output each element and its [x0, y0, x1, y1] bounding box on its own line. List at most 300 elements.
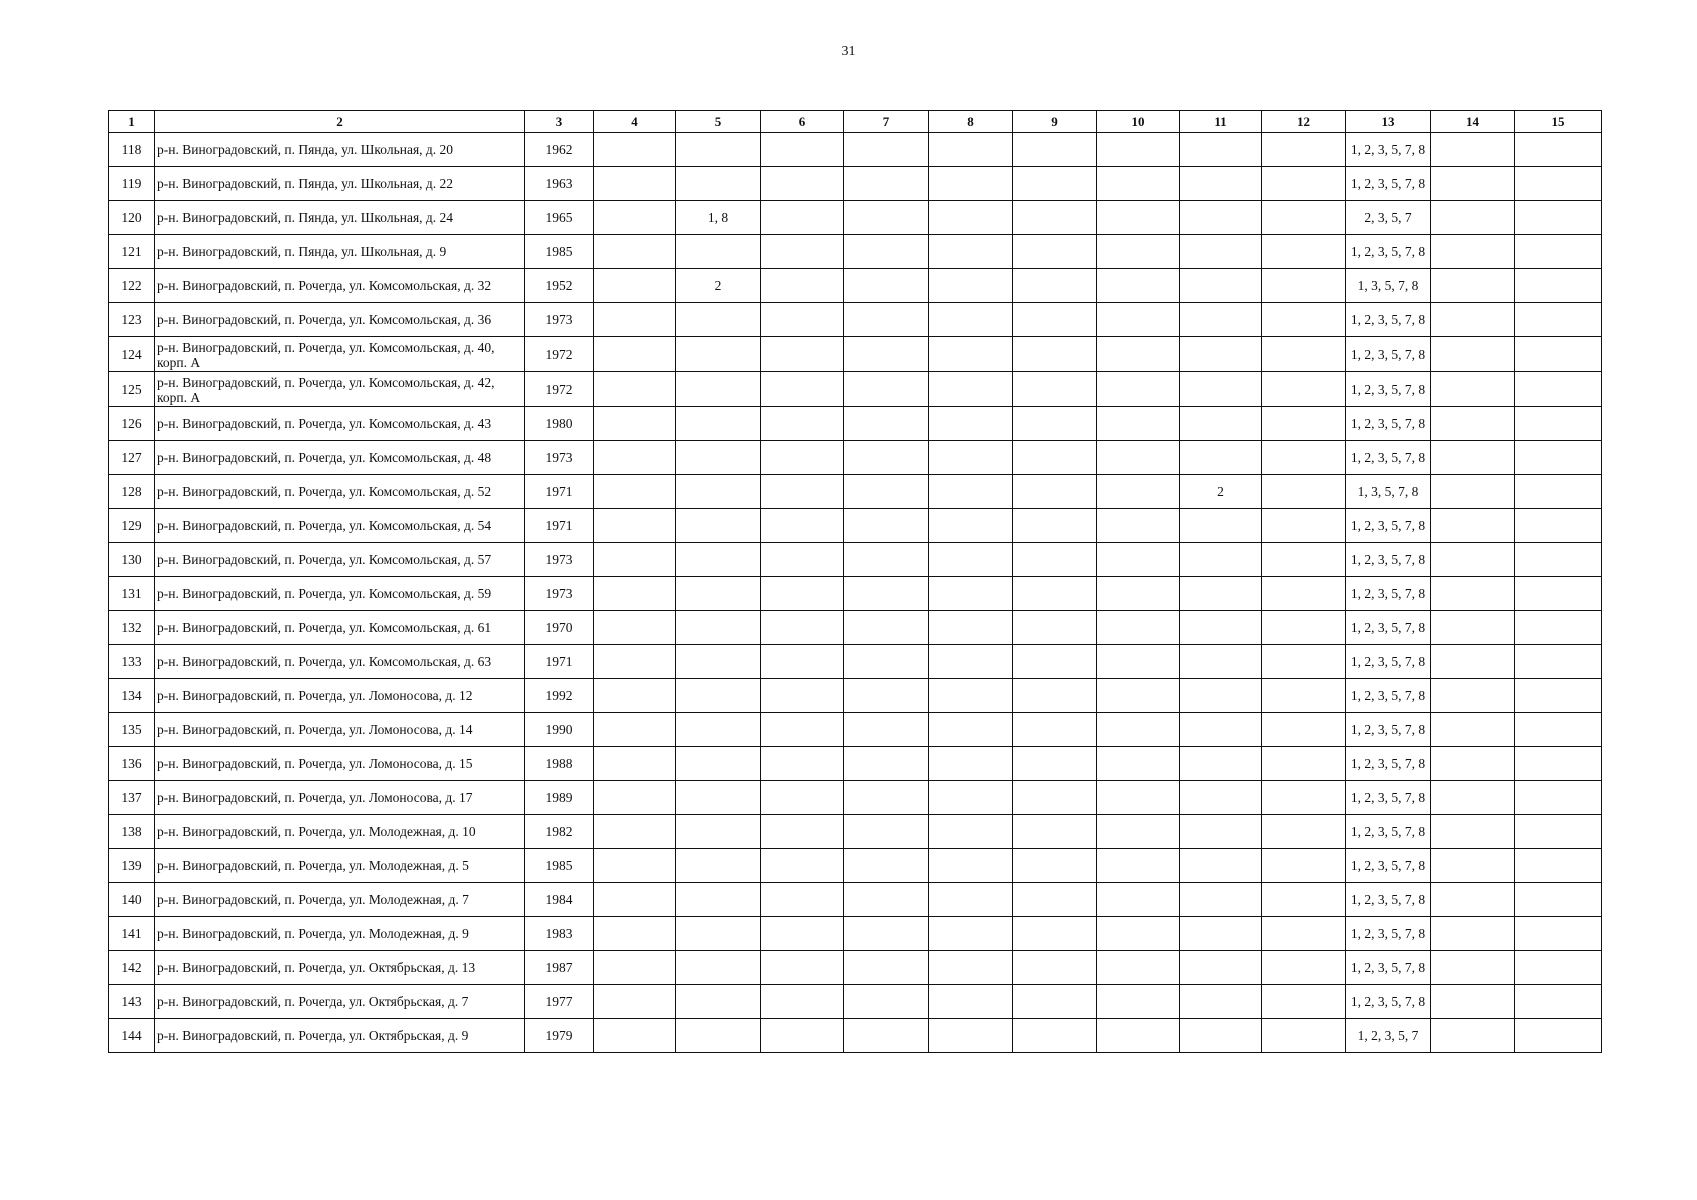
year-cell: 1979: [525, 1019, 594, 1053]
year-cell: 1963: [525, 167, 594, 201]
year-cell: 1989: [525, 781, 594, 815]
col-5-cell: [676, 372, 761, 407]
year-cell: 1965: [525, 201, 594, 235]
address-cell: р-н. Виноградовский, п. Рочегда, ул. Комсомольская, д. 59: [155, 577, 525, 611]
col-5-cell: [676, 337, 761, 372]
row-number-cell: 120: [109, 201, 155, 235]
col-10-cell: [1097, 509, 1180, 543]
col-12-cell: [1262, 337, 1346, 372]
col-5-cell: [676, 407, 761, 441]
col-11-cell: [1180, 235, 1262, 269]
column-header-6: 6: [761, 111, 844, 133]
col-8-cell: [929, 167, 1013, 201]
year-cell: 1971: [525, 475, 594, 509]
col-4-cell: [594, 611, 676, 645]
row-number-cell: 131: [109, 577, 155, 611]
col-10-cell: [1097, 201, 1180, 235]
address-cell: р-н. Виноградовский, п. Пянда, ул. Школьная, д. 22: [155, 167, 525, 201]
col-7-cell: [844, 167, 929, 201]
col-9-cell: [1013, 815, 1097, 849]
col-14-cell: [1431, 167, 1515, 201]
col-14-cell: [1431, 577, 1515, 611]
col-11-cell: [1180, 543, 1262, 577]
col-13-cell: 1, 2, 3, 5, 7, 8: [1346, 407, 1431, 441]
col-5-cell: [676, 747, 761, 781]
address-cell: р-н. Виноградовский, п. Рочегда, ул. Молодежная, д. 5: [155, 849, 525, 883]
col-5-cell: [676, 951, 761, 985]
col-11-cell: [1180, 679, 1262, 713]
col-6-cell: [761, 849, 844, 883]
col-5-cell: 1, 8: [676, 201, 761, 235]
col-9-cell: [1013, 951, 1097, 985]
col-6-cell: [761, 509, 844, 543]
col-5-cell: [676, 509, 761, 543]
col-11-cell: [1180, 645, 1262, 679]
column-header-7: 7: [844, 111, 929, 133]
col-4-cell: [594, 849, 676, 883]
row-number-cell: 130: [109, 543, 155, 577]
col-11-cell: [1180, 167, 1262, 201]
col-14-cell: [1431, 883, 1515, 917]
col-9-cell: [1013, 1019, 1097, 1053]
col-9-cell: [1013, 372, 1097, 407]
col-12-cell: [1262, 407, 1346, 441]
col-6-cell: [761, 475, 844, 509]
year-cell: 1973: [525, 441, 594, 475]
col-12-cell: [1262, 167, 1346, 201]
address-cell: р-н. Виноградовский, п. Пянда, ул. Школьная, д. 24: [155, 201, 525, 235]
col-9-cell: [1013, 509, 1097, 543]
column-header-4: 4: [594, 111, 676, 133]
year-cell: 1990: [525, 713, 594, 747]
col-7-cell: [844, 951, 929, 985]
col-13-cell: 1, 2, 3, 5, 7: [1346, 1019, 1431, 1053]
col-7-cell: [844, 543, 929, 577]
address-cell: р-н. Виноградовский, п. Рочегда, ул. Комсомольская, д. 36: [155, 303, 525, 337]
col-5-cell: [676, 303, 761, 337]
year-cell: 1980: [525, 407, 594, 441]
col-15-cell: [1515, 747, 1602, 781]
col-6-cell: [761, 679, 844, 713]
col-9-cell: [1013, 747, 1097, 781]
col-11-cell: [1180, 201, 1262, 235]
col-11-cell: [1180, 781, 1262, 815]
table-row: [109, 337, 1602, 372]
col-14-cell: [1431, 951, 1515, 985]
col-13-cell: 1, 2, 3, 5, 7, 8: [1346, 815, 1431, 849]
col-9-cell: [1013, 303, 1097, 337]
col-11-cell: [1180, 441, 1262, 475]
col-14-cell: [1431, 475, 1515, 509]
col-8-cell: [929, 269, 1013, 303]
col-12-cell: [1262, 611, 1346, 645]
col-14-cell: [1431, 713, 1515, 747]
col-6-cell: [761, 713, 844, 747]
col-10-cell: [1097, 781, 1180, 815]
table-row: [109, 201, 1602, 235]
col-7-cell: [844, 917, 929, 951]
column-header-12: 12: [1262, 111, 1346, 133]
col-7-cell: [844, 781, 929, 815]
col-15-cell: [1515, 133, 1602, 167]
col-13-cell: 1, 2, 3, 5, 7, 8: [1346, 611, 1431, 645]
year-cell: 1992: [525, 679, 594, 713]
column-header-14: 14: [1431, 111, 1515, 133]
table-row: [109, 372, 1602, 407]
table-row: [109, 269, 1602, 303]
column-header-15: 15: [1515, 111, 1602, 133]
col-9-cell: [1013, 849, 1097, 883]
col-10-cell: [1097, 645, 1180, 679]
col-10-cell: [1097, 951, 1180, 985]
col-10-cell: [1097, 815, 1180, 849]
col-6-cell: [761, 951, 844, 985]
col-15-cell: [1515, 577, 1602, 611]
col-8-cell: [929, 133, 1013, 167]
col-15-cell: [1515, 713, 1602, 747]
col-12-cell: [1262, 951, 1346, 985]
row-number-cell: 144: [109, 1019, 155, 1053]
col-4-cell: [594, 167, 676, 201]
col-5-cell: [676, 1019, 761, 1053]
col-4-cell: [594, 372, 676, 407]
column-header-1: 1: [109, 111, 155, 133]
col-9-cell: [1013, 611, 1097, 645]
year-cell: 1972: [525, 372, 594, 407]
address-cell: р-н. Виноградовский, п. Рочегда, ул. Комсомольская, д. 42, корп. А: [155, 372, 525, 407]
col-13-cell: 1, 2, 3, 5, 7, 8: [1346, 917, 1431, 951]
col-10-cell: [1097, 269, 1180, 303]
row-number-cell: 128: [109, 475, 155, 509]
col-6-cell: [761, 815, 844, 849]
col-6-cell: [761, 1019, 844, 1053]
address-cell: р-н. Виноградовский, п. Рочегда, ул. Октябрьская, д. 13: [155, 951, 525, 985]
col-4-cell: [594, 201, 676, 235]
col-7-cell: [844, 713, 929, 747]
col-11-cell: [1180, 849, 1262, 883]
col-4-cell: [594, 645, 676, 679]
col-7-cell: [844, 577, 929, 611]
address-cell: р-н. Виноградовский, п. Рочегда, ул. Комсомольская, д. 52: [155, 475, 525, 509]
col-10-cell: [1097, 1019, 1180, 1053]
col-14-cell: [1431, 815, 1515, 849]
col-6-cell: [761, 133, 844, 167]
table-row: [109, 849, 1602, 883]
year-cell: 1985: [525, 235, 594, 269]
col-9-cell: [1013, 883, 1097, 917]
year-cell: 1971: [525, 645, 594, 679]
col-8-cell: [929, 201, 1013, 235]
col-4-cell: [594, 781, 676, 815]
col-14-cell: [1431, 781, 1515, 815]
col-13-cell: 1, 2, 3, 5, 7, 8: [1346, 985, 1431, 1019]
col-12-cell: [1262, 133, 1346, 167]
col-11-cell: [1180, 337, 1262, 372]
col-4-cell: [594, 679, 676, 713]
col-10-cell: [1097, 679, 1180, 713]
address-cell: р-н. Виноградовский, п. Рочегда, ул. Комсомольская, д. 40, корп. А: [155, 337, 525, 372]
col-14-cell: [1431, 235, 1515, 269]
col-11-cell: [1180, 133, 1262, 167]
col-15-cell: [1515, 475, 1602, 509]
col-9-cell: [1013, 985, 1097, 1019]
col-6-cell: [761, 577, 844, 611]
col-7-cell: [844, 269, 929, 303]
col-15-cell: [1515, 985, 1602, 1019]
year-cell: 1977: [525, 985, 594, 1019]
col-13-cell: 2, 3, 5, 7: [1346, 201, 1431, 235]
col-9-cell: [1013, 269, 1097, 303]
col-8-cell: [929, 303, 1013, 337]
col-8-cell: [929, 747, 1013, 781]
col-14-cell: [1431, 645, 1515, 679]
year-cell: 1973: [525, 543, 594, 577]
col-7-cell: [844, 509, 929, 543]
row-number-cell: 124: [109, 337, 155, 372]
col-8-cell: [929, 337, 1013, 372]
row-number-cell: 125: [109, 372, 155, 407]
col-15-cell: [1515, 509, 1602, 543]
col-6-cell: [761, 441, 844, 475]
col-4-cell: [594, 441, 676, 475]
column-header-9: 9: [1013, 111, 1097, 133]
col-11-cell: [1180, 577, 1262, 611]
column-header-11: 11: [1180, 111, 1262, 133]
col-8-cell: [929, 372, 1013, 407]
col-12-cell: [1262, 372, 1346, 407]
col-14-cell: [1431, 509, 1515, 543]
col-14-cell: [1431, 269, 1515, 303]
col-7-cell: [844, 815, 929, 849]
col-12-cell: [1262, 815, 1346, 849]
row-number-cell: 137: [109, 781, 155, 815]
column-header-3: 3: [525, 111, 594, 133]
col-7-cell: [844, 1019, 929, 1053]
col-14-cell: [1431, 747, 1515, 781]
col-15-cell: [1515, 167, 1602, 201]
col-6-cell: [761, 543, 844, 577]
col-15-cell: [1515, 407, 1602, 441]
col-8-cell: [929, 611, 1013, 645]
col-11-cell: [1180, 1019, 1262, 1053]
year-cell: 1972: [525, 337, 594, 372]
address-cell: р-н. Виноградовский, п. Рочегда, ул. Молодежная, д. 10: [155, 815, 525, 849]
col-9-cell: [1013, 133, 1097, 167]
row-number-cell: 132: [109, 611, 155, 645]
col-12-cell: [1262, 917, 1346, 951]
col-4-cell: [594, 133, 676, 167]
col-9-cell: [1013, 441, 1097, 475]
table-row: [109, 509, 1602, 543]
col-10-cell: [1097, 133, 1180, 167]
col-12-cell: [1262, 883, 1346, 917]
table-row: [109, 645, 1602, 679]
table-row: [109, 235, 1602, 269]
col-6-cell: [761, 407, 844, 441]
col-8-cell: [929, 951, 1013, 985]
column-header-10: 10: [1097, 111, 1180, 133]
year-cell: 1984: [525, 883, 594, 917]
table-row: [109, 1019, 1602, 1053]
col-11-cell: [1180, 611, 1262, 645]
col-10-cell: [1097, 407, 1180, 441]
table-row: [109, 985, 1602, 1019]
row-number-cell: 138: [109, 815, 155, 849]
col-15-cell: [1515, 543, 1602, 577]
col-9-cell: [1013, 679, 1097, 713]
col-14-cell: [1431, 611, 1515, 645]
col-7-cell: [844, 372, 929, 407]
row-number-cell: 119: [109, 167, 155, 201]
table-row: [109, 167, 1602, 201]
col-15-cell: [1515, 611, 1602, 645]
address-cell: р-н. Виноградовский, п. Рочегда, ул. Ломоносова, д. 17: [155, 781, 525, 815]
col-6-cell: [761, 985, 844, 1019]
col-15-cell: [1515, 337, 1602, 372]
col-5-cell: [676, 611, 761, 645]
col-10-cell: [1097, 611, 1180, 645]
table-row: [109, 747, 1602, 781]
table-row: [109, 133, 1602, 167]
col-9-cell: [1013, 407, 1097, 441]
table-row: [109, 407, 1602, 441]
col-4-cell: [594, 951, 676, 985]
col-6-cell: [761, 611, 844, 645]
col-15-cell: [1515, 679, 1602, 713]
col-13-cell: 1, 2, 3, 5, 7, 8: [1346, 713, 1431, 747]
col-14-cell: [1431, 1019, 1515, 1053]
col-4-cell: [594, 337, 676, 372]
col-11-cell: [1180, 917, 1262, 951]
col-7-cell: [844, 645, 929, 679]
col-13-cell: 1, 2, 3, 5, 7, 8: [1346, 679, 1431, 713]
col-9-cell: [1013, 917, 1097, 951]
col-9-cell: [1013, 781, 1097, 815]
col-7-cell: [844, 337, 929, 372]
col-13-cell: 1, 2, 3, 5, 7, 8: [1346, 951, 1431, 985]
col-4-cell: [594, 509, 676, 543]
year-cell: 1973: [525, 577, 594, 611]
col-11-cell: 2: [1180, 475, 1262, 509]
col-9-cell: [1013, 235, 1097, 269]
col-15-cell: [1515, 883, 1602, 917]
col-15-cell: [1515, 781, 1602, 815]
col-12-cell: [1262, 475, 1346, 509]
col-15-cell: [1515, 201, 1602, 235]
year-cell: 1987: [525, 951, 594, 985]
col-14-cell: [1431, 201, 1515, 235]
col-6-cell: [761, 337, 844, 372]
col-8-cell: [929, 509, 1013, 543]
row-number-cell: 143: [109, 985, 155, 1019]
buildings-table: [108, 110, 1602, 1053]
col-10-cell: [1097, 985, 1180, 1019]
col-8-cell: [929, 781, 1013, 815]
col-8-cell: [929, 645, 1013, 679]
col-12-cell: [1262, 509, 1346, 543]
address-cell: р-н. Виноградовский, п. Рочегда, ул. Ломоносова, д. 14: [155, 713, 525, 747]
col-15-cell: [1515, 815, 1602, 849]
row-number-cell: 127: [109, 441, 155, 475]
row-number-cell: 139: [109, 849, 155, 883]
col-4-cell: [594, 917, 676, 951]
col-9-cell: [1013, 475, 1097, 509]
col-8-cell: [929, 679, 1013, 713]
col-10-cell: [1097, 713, 1180, 747]
col-12-cell: [1262, 985, 1346, 1019]
col-11-cell: [1180, 509, 1262, 543]
col-13-cell: 1, 2, 3, 5, 7, 8: [1346, 645, 1431, 679]
col-15-cell: [1515, 441, 1602, 475]
address-cell: р-н. Виноградовский, п. Рочегда, ул. Комсомольская, д. 57: [155, 543, 525, 577]
col-4-cell: [594, 713, 676, 747]
col-13-cell: 1, 2, 3, 5, 7, 8: [1346, 509, 1431, 543]
col-5-cell: [676, 577, 761, 611]
col-5-cell: [676, 645, 761, 679]
address-cell: р-н. Виноградовский, п. Рочегда, ул. Октябрьская, д. 7: [155, 985, 525, 1019]
col-8-cell: [929, 1019, 1013, 1053]
col-15-cell: [1515, 1019, 1602, 1053]
col-5-cell: [676, 475, 761, 509]
address-cell: р-н. Виноградовский, п. Рочегда, ул. Молодежная, д. 7: [155, 883, 525, 917]
address-cell: р-н. Виноградовский, п. Рочегда, ул. Комсомольская, д. 48: [155, 441, 525, 475]
col-12-cell: [1262, 441, 1346, 475]
row-number-cell: 129: [109, 509, 155, 543]
col-4-cell: [594, 815, 676, 849]
col-10-cell: [1097, 441, 1180, 475]
col-12-cell: [1262, 747, 1346, 781]
row-number-cell: 121: [109, 235, 155, 269]
col-4-cell: [594, 407, 676, 441]
row-number-cell: 122: [109, 269, 155, 303]
row-number-cell: 126: [109, 407, 155, 441]
address-cell: р-н. Виноградовский, п. Рочегда, ул. Ломоносова, д. 15: [155, 747, 525, 781]
col-14-cell: [1431, 543, 1515, 577]
col-10-cell: [1097, 883, 1180, 917]
col-8-cell: [929, 883, 1013, 917]
col-10-cell: [1097, 372, 1180, 407]
col-5-cell: [676, 679, 761, 713]
col-6-cell: [761, 167, 844, 201]
col-9-cell: [1013, 645, 1097, 679]
col-5-cell: [676, 849, 761, 883]
col-11-cell: [1180, 713, 1262, 747]
col-7-cell: [844, 679, 929, 713]
col-9-cell: [1013, 201, 1097, 235]
col-4-cell: [594, 475, 676, 509]
row-number-cell: 142: [109, 951, 155, 985]
col-7-cell: [844, 133, 929, 167]
col-11-cell: [1180, 407, 1262, 441]
col-13-cell: 1, 2, 3, 5, 7, 8: [1346, 372, 1431, 407]
col-5-cell: 2: [676, 269, 761, 303]
col-4-cell: [594, 985, 676, 1019]
col-15-cell: [1515, 951, 1602, 985]
col-13-cell: 1, 2, 3, 5, 7, 8: [1346, 883, 1431, 917]
column-header-8: 8: [929, 111, 1013, 133]
address-cell: р-н. Виноградовский, п. Рочегда, ул. Ломоносова, д. 12: [155, 679, 525, 713]
col-6-cell: [761, 781, 844, 815]
col-11-cell: [1180, 303, 1262, 337]
row-number-cell: 134: [109, 679, 155, 713]
col-8-cell: [929, 815, 1013, 849]
col-7-cell: [844, 441, 929, 475]
col-10-cell: [1097, 849, 1180, 883]
col-7-cell: [844, 611, 929, 645]
year-cell: 1985: [525, 849, 594, 883]
address-cell: р-н. Виноградовский, п. Пянда, ул. Школьная, д. 9: [155, 235, 525, 269]
row-number-cell: 118: [109, 133, 155, 167]
